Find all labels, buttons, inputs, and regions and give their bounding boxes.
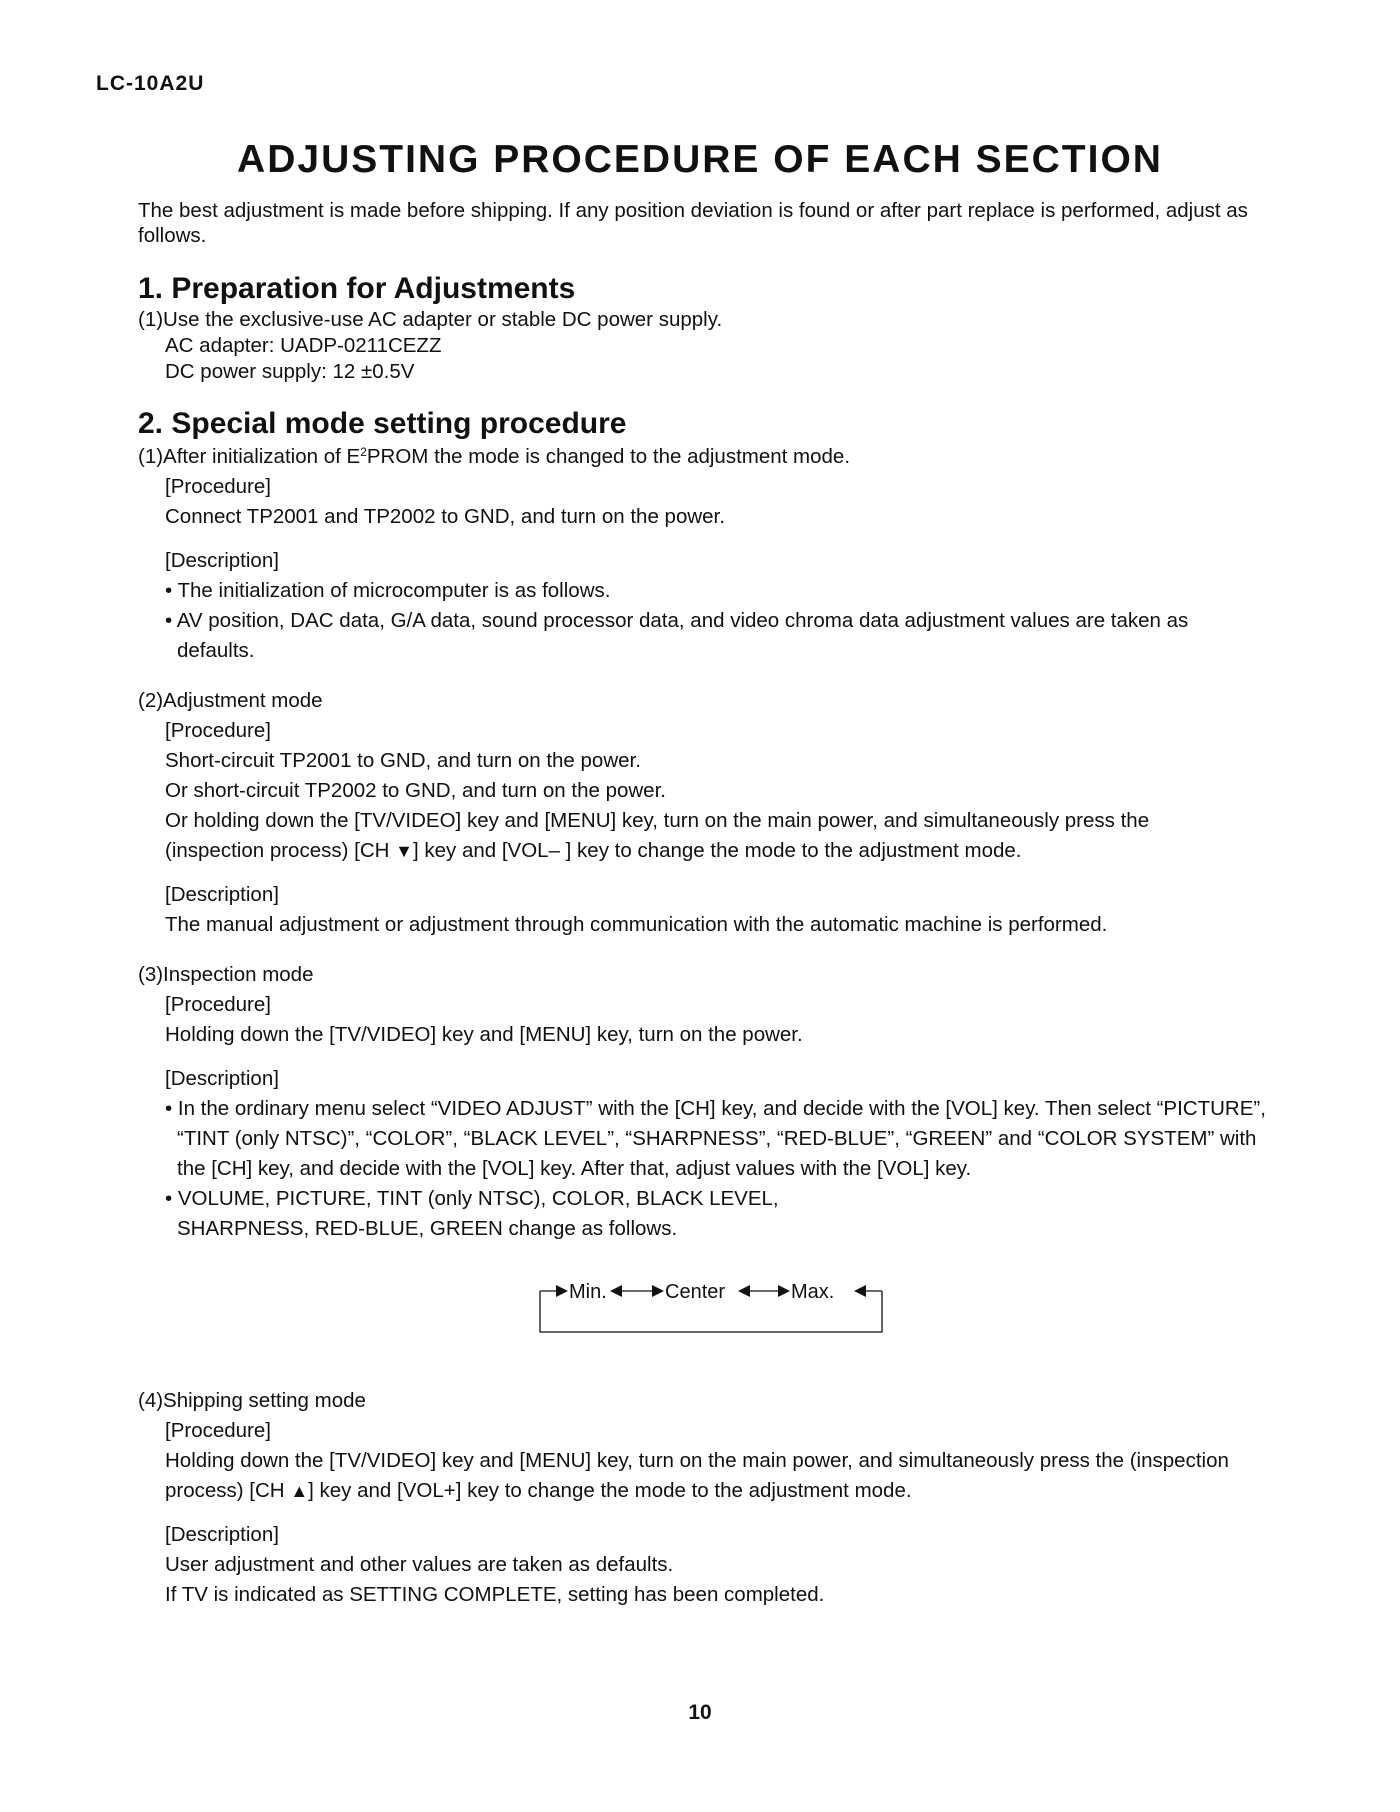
document-body bbox=[138, 198, 1268, 1244]
item4-procedure-label: [Procedure] bbox=[165, 1419, 271, 1442]
item3-procedure-label: [Procedure] bbox=[165, 993, 271, 1016]
adjustment-cycle-diagram bbox=[538, 1277, 884, 1334]
document-body-lower bbox=[138, 1386, 1268, 1610]
item1-procedure-label: [Procedure] bbox=[165, 475, 271, 498]
item1-bullet: • The initialization of microcomputer is as follows. bbox=[165, 579, 611, 602]
item3-bullet: • In the ordinary menu select “VIDEO ADJUST” with the [CH] key, and decide with the [VOL] key. Then select “PICTURE”, “TINT (only NTSC)”, “COLOR”, “BLACK LEVEL”, “SHARPNESS”, “RED-BLUE”, “GREEN” and “COLOR SYSTEM” with the [CH] key, and decide with the [VOL] key. After that, adjust values with the [VOL] key. bbox=[165, 1097, 1266, 1180]
item2-title: (2)Adjustment mode bbox=[138, 689, 323, 712]
item2-line: Short-circuit TP2001 to GND, and turn on the power. bbox=[165, 749, 641, 772]
cycle-max-label: Max. bbox=[791, 1281, 835, 1303]
item2-description: The manual adjustment or adjustment through communication with the automatic machine is performed. bbox=[165, 913, 1108, 936]
item2-line: Or short-circuit TP2002 to GND, and turn on the power. bbox=[165, 779, 666, 802]
section-heading-special-mode: 2. Special mode setting procedure bbox=[138, 407, 627, 440]
cycle-min-label: Min. bbox=[569, 1281, 607, 1303]
ch-down-triangle-icon: ▼ bbox=[395, 841, 413, 861]
item1-procedure: Connect TP2001 and TP2002 to GND, and turn on the power. bbox=[165, 505, 725, 528]
page-number: 10 bbox=[688, 1701, 712, 1724]
item2-description-label: [Description] bbox=[165, 883, 279, 906]
item3-procedure: Holding down the [TV/VIDEO] key and [MENU] key, turn on the power. bbox=[165, 1023, 803, 1046]
item1-title: (1)After initialization of $E^2PROM$ the mode is changed to the adjustment mode. bbox=[138, 445, 851, 468]
item4-title: (4)Shipping setting mode bbox=[138, 1389, 366, 1412]
item3-title: (3)Inspection mode bbox=[138, 963, 314, 986]
item3-bullet: • VOLUME, PICTURE, TINT (only NTSC), COLOR, BLACK LEVEL, SHARPNESS, RED-BLUE, GREEN change as follows. bbox=[165, 1187, 779, 1240]
intro-paragraph: The best adjustment is made before shipping. If any position deviation is found or after part replace is performed, adjust as follows. bbox=[138, 199, 1248, 247]
item4-description: User adjustment and other values are taken as defaults. bbox=[165, 1553, 674, 1576]
item4-description-label: [Description] bbox=[165, 1523, 279, 1546]
ch-up-triangle-icon: ▲ bbox=[290, 1481, 309, 1501]
item4-description: If TV is indicated as SETTING COMPLETE, setting has been completed. bbox=[165, 1583, 825, 1606]
preparation-line: (1)Use the exclusive-use AC adapter or stable DC power supply. bbox=[138, 308, 723, 331]
item4-line: Holding down the [TV/VIDEO] key and [MENU] key, turn on the main power, and simultaneously press the (inspection bbox=[165, 1449, 1229, 1472]
page-title: ADJUSTING PROCEDURE OF EACH SECTION bbox=[237, 138, 1163, 181]
model-number: LC-10A2U bbox=[96, 72, 205, 95]
item2-line: (inspection process) [CH ▼] key and [VOL– ] key to change the mode to the adjustment mode. bbox=[165, 839, 1022, 862]
dc-supply-line: DC power supply: 12 ±0.5V bbox=[165, 360, 415, 383]
item1-description-label: [Description] bbox=[165, 549, 279, 572]
cycle-center-label: Center bbox=[665, 1281, 726, 1303]
section-heading-preparation: 1. Preparation for Adjustments bbox=[138, 272, 576, 305]
ac-adapter-line: AC adapter: UADP-0211CEZZ bbox=[165, 334, 442, 357]
item2-line: Or holding down the [TV/VIDEO] key and [MENU] key, turn on the main power, and simultaneously press the bbox=[165, 809, 1150, 832]
item1-bullet: • AV position, DAC data, G/A data, sound processor data, and video chroma data adjustment values are taken as defaults. bbox=[165, 609, 1189, 662]
item2-procedure-label: [Procedure] bbox=[165, 719, 271, 742]
item3-description-label: [Description] bbox=[165, 1067, 279, 1090]
item4-line: process) [CH ▲] key and [VOL+] key to change the mode to the adjustment mode. bbox=[165, 1479, 912, 1502]
